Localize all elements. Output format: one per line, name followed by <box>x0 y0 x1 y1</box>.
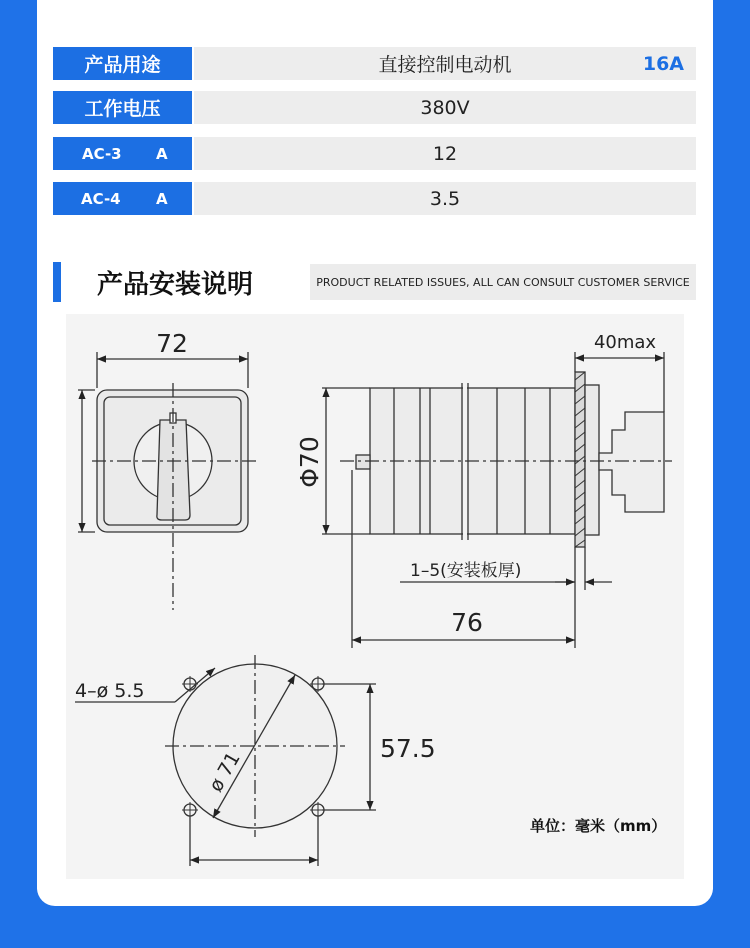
dim-text-holes: 4–ø 5.5 <box>75 680 145 702</box>
spec-label: 工作电压 <box>53 91 192 124</box>
side-view <box>322 352 672 648</box>
dim-text-40max: 40max <box>593 332 657 353</box>
dim-text-length: 76 <box>451 608 483 637</box>
dim-text-hole-spacing: 57.5 <box>380 734 436 763</box>
shaft-end <box>356 455 370 469</box>
spec-unit: A <box>156 189 168 208</box>
front-view <box>78 352 256 610</box>
spec-value: 380V <box>194 91 696 124</box>
spec-label: AC-4 <box>81 189 121 208</box>
unit-note: 单位：毫米（mm） <box>530 817 667 835</box>
knob-side <box>599 412 664 512</box>
spec-label: AC-3 <box>82 144 122 163</box>
dim-text-width: 72 <box>156 329 188 358</box>
dim-text-bolt-circle: ø 71 <box>204 748 245 796</box>
dim-text-diameter: Φ70 <box>295 436 324 488</box>
spec-label: 产品用途 <box>53 47 192 80</box>
spec-unit: A <box>156 144 168 163</box>
spec-value: 3.5 <box>194 182 696 215</box>
section-title: 产品安装说明 <box>97 269 254 300</box>
spec-value: 直接控制电动机 <box>194 47 696 80</box>
dim-text-panel-thickness: 1–5(安装板厚) <box>410 561 522 581</box>
current-rating: 16A <box>642 52 684 75</box>
spec-value: 12 <box>194 137 696 170</box>
section-subtitle: PRODUCT RELATED ISSUES, ALL CAN CONSULT CUSTOMER SERVICE <box>310 264 696 300</box>
